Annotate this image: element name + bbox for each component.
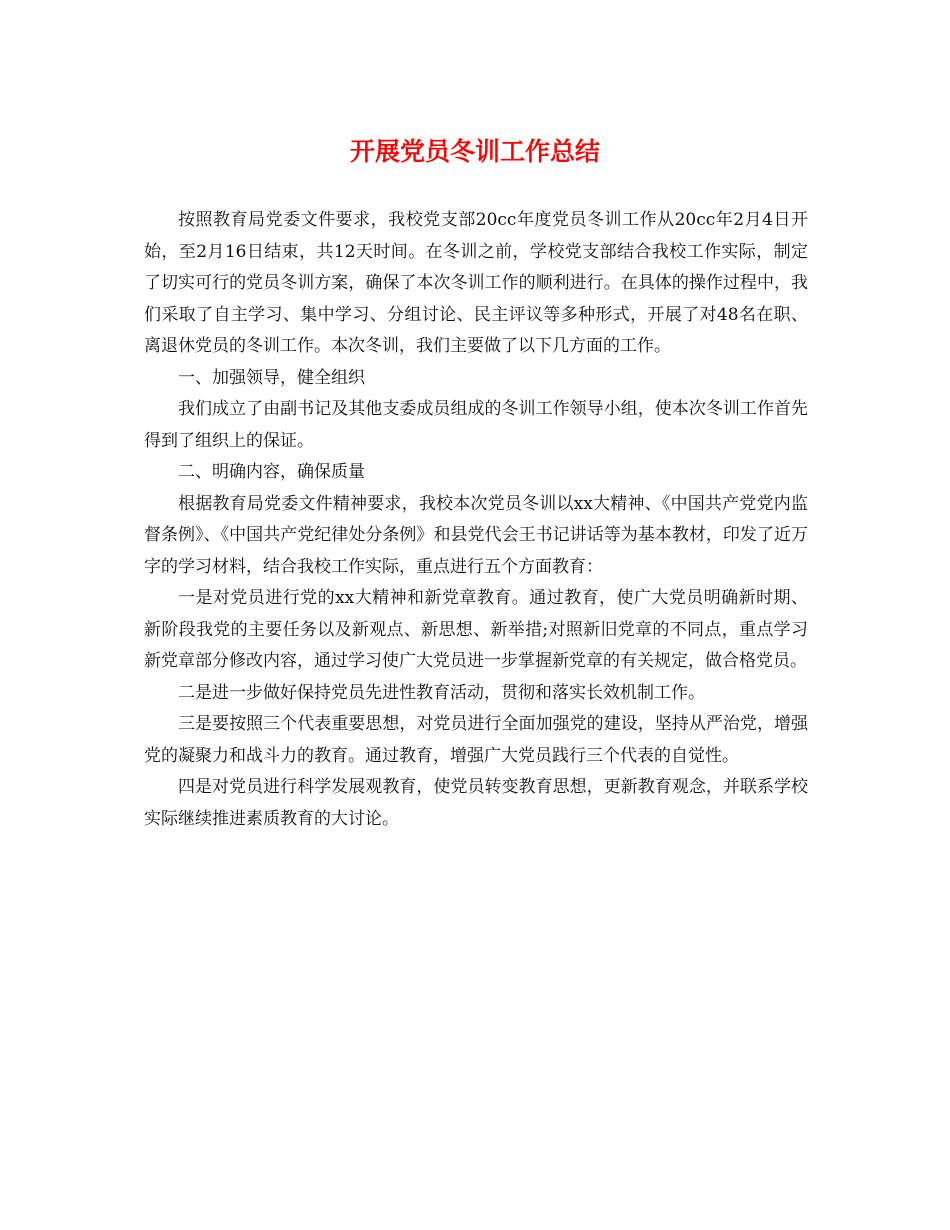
paragraph: 根据教育局党委文件精神要求，我校本次党员冬训以xx大精神、《中国共产党党内监督条例》、《中国共产党纪律处分条例》和县党代会王书记讲话等为基本教材，印发了近万字的学习材料，结合我校工作实际，重点进行五个方面教育：	[144, 493, 808, 577]
paragraph: 四是对党员进行科学发展观教育，使党员转变教育思想，更新教育观念，并联系学校实际继续推进素质教育的大讨论。	[144, 777, 808, 829]
paragraph: 三是要按照三个代表重要思想，对党员进行全面加强党的建设，坚持从严治党，增强党的凝聚力和战斗力的教育。通过教育，增强广大党员践行三个代表的自觉性。	[144, 714, 808, 766]
document-title: 开展党员冬训工作总结	[349, 137, 600, 166]
document-body	[144, 205, 808, 835]
paragraph: 一是对党员进行党的xx大精神和新党章教育。通过教育，使广大党员明确新时期、新阶段我党的主要任务以及新观点、新思想、新举措;对照新旧党章的不同点，重点学习新党章部分修改内容，通过学习使广大党员进一步掌握新党章的有关规定，做合格党员。	[144, 588, 808, 671]
paragraph: 二是进一步做好保持党员先进性教育活动，贯彻和落实长效机制工作。	[178, 682, 705, 703]
section-heading-2: 二、明确内容，确保质量	[178, 462, 365, 482]
section-heading-1: 一、加强领导，健全组织	[178, 367, 365, 388]
paragraph: 我们成立了由副书记及其他支委成员组成的冬训工作领导小组，使本次冬训工作首先得到了组织上的保证。	[144, 399, 808, 451]
paragraph-intro: 按照教育局党委文件要求，我校党支部20cc年度党员冬训工作从20cc年2月4日开始，至2月16日结束，共12天时间。在冬训之前，学校党支部结合我校工作实际，制定了切实可行的党员冬训方案，确保了本次冬训工作的顺利进行。在具体的操作过程中，我们采取了自主学习、集中学习、分组讨论、民主评议等多种形式，开展了对48名在职、离退休党员的冬训工作。本次冬训，我们主要做了以下几方面的工作。	[144, 210, 808, 356]
